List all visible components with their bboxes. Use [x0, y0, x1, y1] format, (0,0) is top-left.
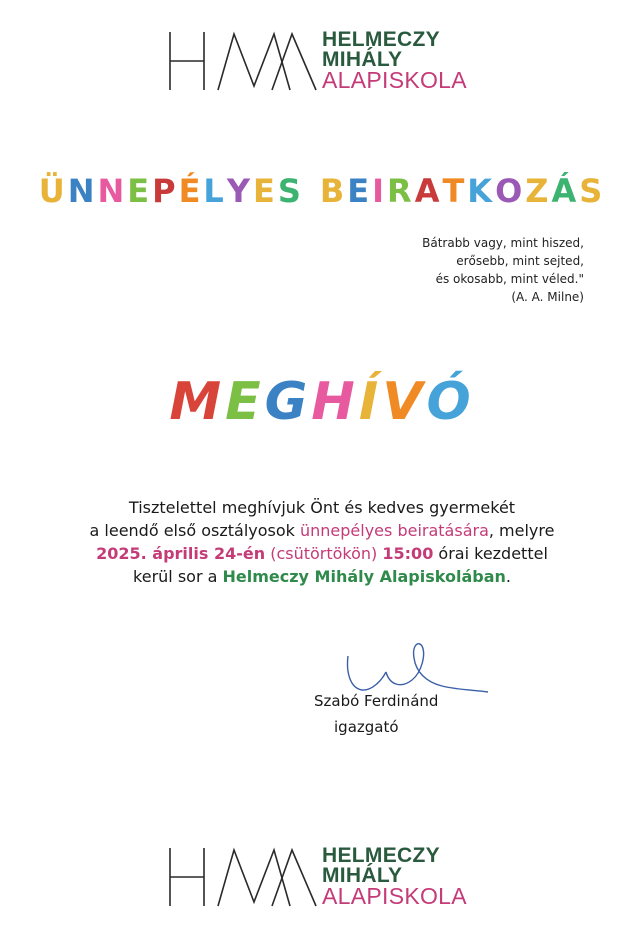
decorative-letter: P — [152, 172, 179, 210]
quote-line: erősebb, mint sejted, — [456, 254, 584, 268]
decorative-letter: V — [382, 372, 427, 432]
decorative-letter: N — [97, 172, 128, 210]
decorative-letter: L — [203, 172, 227, 210]
body-text-span: órai kezdettel — [433, 544, 548, 563]
body-text-span: a leendő első osztályosok — [89, 521, 300, 540]
school-logo-bottom — [168, 846, 478, 916]
event-weekday: (csütörtökön) — [265, 544, 383, 563]
logo-line-2: MIHÁLY — [322, 864, 403, 887]
invitation-word — [169, 372, 474, 432]
body-line-4 — [0, 565, 644, 588]
decorative-letter: Z — [525, 172, 552, 210]
decorative-letter: K — [467, 172, 496, 210]
logo-line-2: MIHÁLY — [322, 48, 403, 71]
invitation-title — [0, 372, 644, 432]
decorative-letter: I — [372, 172, 388, 210]
school-name-highlight: Helmeczy Mihály Alapiskolában — [222, 567, 506, 586]
logo-wordmark — [322, 844, 467, 909]
decorative-letter: R — [387, 172, 415, 210]
decorative-letter: E — [347, 172, 373, 210]
body-line-3 — [0, 542, 644, 565]
signer-title: igazgató — [334, 718, 399, 736]
decorative-letter: Ü — [38, 172, 68, 210]
decorative-letter: É — [178, 172, 204, 210]
decorative-letter: B — [319, 172, 348, 210]
decorative-letter: E — [225, 372, 265, 432]
heading-word-1 — [39, 172, 304, 210]
decorative-letter: E — [127, 172, 153, 210]
heading-word-2 — [320, 172, 605, 210]
decorative-letter: E — [252, 172, 278, 210]
logo-line-3: ALAPISKOLA — [322, 883, 467, 909]
decorative-letter: T — [442, 172, 468, 210]
body-line-1: Tisztelettel meghívjuk Önt és kedves gyermekét — [128, 498, 516, 517]
event-time: 15:00 — [382, 544, 434, 563]
body-text-span: kerül sor a — [133, 567, 223, 586]
event-name-highlight: ünnepélyes beiratására — [300, 521, 489, 540]
signer-name: Szabó Ferdinánd — [314, 692, 439, 710]
logo-line-1: HELMECZY — [322, 28, 440, 51]
quote-author: (A. A. Milne) — [511, 290, 584, 304]
event-date: 2025. április 24-én — [96, 544, 266, 563]
decorative-letter: O — [495, 172, 526, 210]
handwritten-signature-icon — [342, 636, 492, 698]
school-logo-top — [168, 30, 478, 100]
quote-line: Bátrabb vagy, mint hiszed, — [422, 236, 584, 250]
decorative-letter: Ó — [426, 372, 475, 432]
decorative-letter: G — [264, 372, 312, 432]
logo-wordmark — [322, 28, 467, 93]
body-line-2 — [0, 519, 644, 542]
decorative-letter: M — [169, 372, 226, 432]
hma-logo-mark-icon — [168, 30, 318, 92]
quote-line: és okosabb, mint véled." — [435, 272, 584, 286]
event-heading — [0, 172, 644, 210]
decorative-letter: Y — [226, 172, 253, 210]
decorative-letter: S — [277, 172, 304, 210]
body-text-span: . — [505, 567, 511, 586]
decorative-letter: A — [414, 172, 443, 210]
logo-line-1: HELMECZY — [322, 844, 440, 867]
decorative-letter: Á — [551, 172, 580, 210]
decorative-letter: N — [67, 172, 98, 210]
milne-quote — [422, 234, 584, 306]
invitation-body — [0, 496, 644, 588]
body-text-span: , melyre — [488, 521, 555, 540]
decorative-letter: H — [311, 372, 359, 432]
decorative-letter: Í — [358, 372, 383, 432]
decorative-letter: S — [579, 172, 606, 210]
logo-line-3: ALAPISKOLA — [322, 67, 467, 93]
hma-logo-mark-icon — [168, 846, 318, 908]
